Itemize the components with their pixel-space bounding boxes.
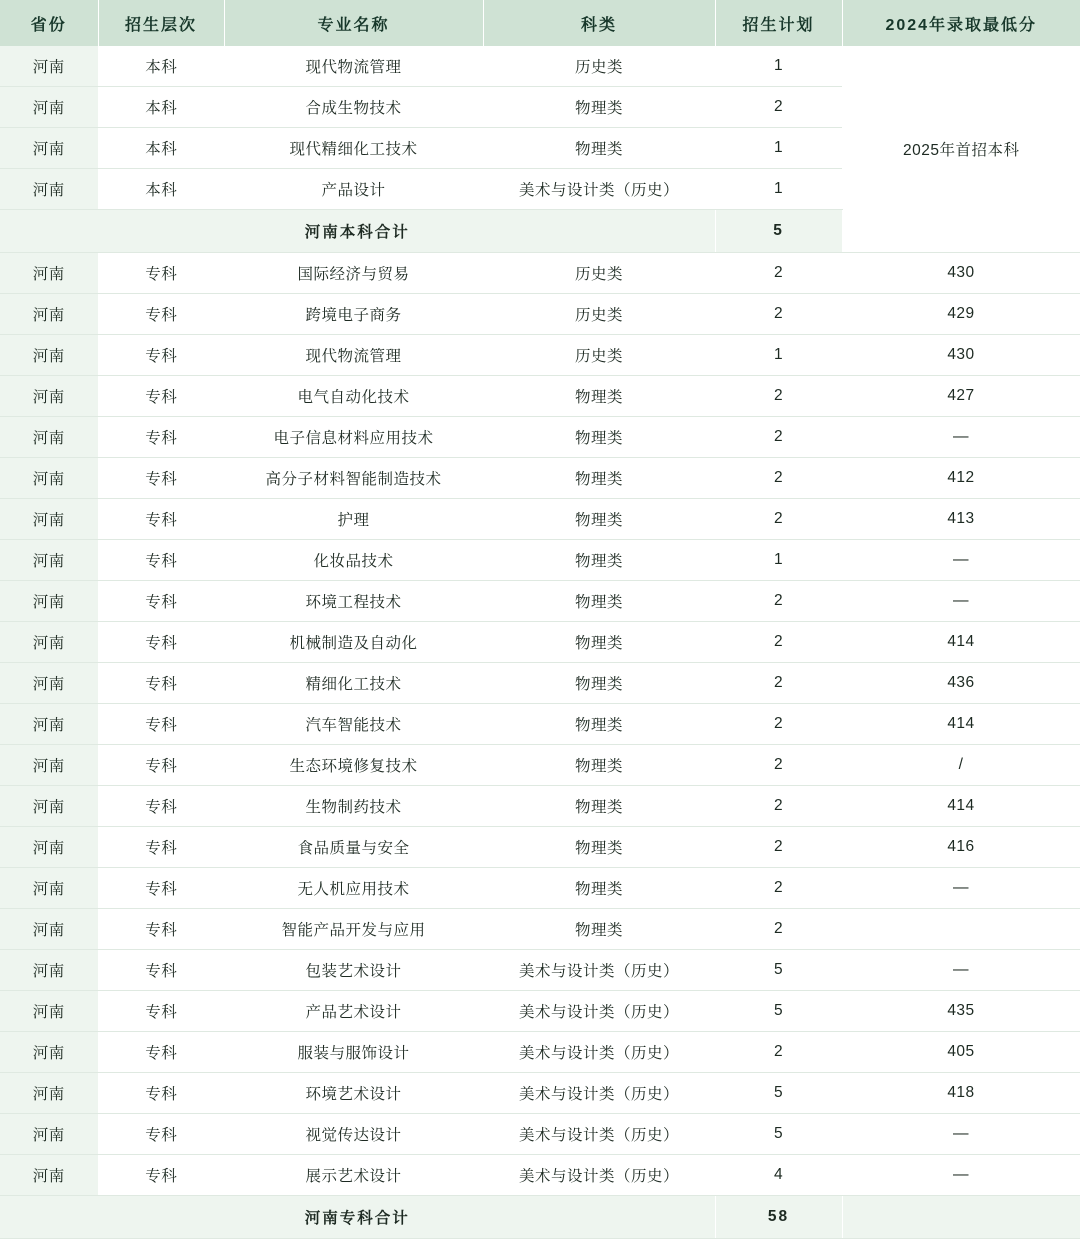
cell-category: 物理类 [483,376,715,417]
cell-level: 本科 [98,87,224,128]
cell-province: 河南 [0,950,98,991]
cell-major: 产品艺术设计 [224,991,483,1032]
cell-min-score: — [842,1155,1080,1196]
cell-plan: 2 [715,458,842,499]
cell-plan: 5 [715,1114,842,1155]
cell-level: 专科 [98,540,224,581]
cell-major: 合成生物技术 [224,87,483,128]
cell-min-score: 430 [842,335,1080,376]
cell-province: 河南 [0,827,98,868]
cell-major: 机械制造及自动化 [224,622,483,663]
cell-min-score [842,909,1080,950]
cell-min-score: / [842,745,1080,786]
cell-province: 河南 [0,87,98,128]
cell-min-score: 430 [842,253,1080,294]
cell-category: 美术与设计类（历史） [483,1032,715,1073]
cell-min-score: — [842,540,1080,581]
cell-major: 汽车智能技术 [224,704,483,745]
cell-level: 专科 [98,1073,224,1114]
cell-plan: 2 [715,294,842,335]
cell-level: 专科 [98,622,224,663]
table-row [0,46,1080,87]
cell-level: 专科 [98,376,224,417]
cell-plan: 2 [715,581,842,622]
cell-province: 河南 [0,294,98,335]
cell-major: 国际经济与贸易 [224,253,483,294]
cell-province: 河南 [0,991,98,1032]
cell-min-score: 418 [842,1073,1080,1114]
summary-row-zhuanke [0,1196,1080,1239]
cell-major: 现代物流管理 [224,46,483,87]
table-row [0,868,1080,909]
table-row [0,827,1080,868]
table-row [0,622,1080,663]
cell-level: 专科 [98,745,224,786]
cell-min-score: 414 [842,786,1080,827]
cell-merged-note: 2025年首招本科 [842,46,1080,253]
cell-category: 物理类 [483,663,715,704]
cell-plan: 1 [715,335,842,376]
table-header-row [0,0,1080,46]
table-row [0,253,1080,294]
cell-min-score: 435 [842,991,1080,1032]
cell-major: 展示艺术设计 [224,1155,483,1196]
cell-min-score: 429 [842,294,1080,335]
cell-province: 河南 [0,417,98,458]
table-row [0,909,1080,950]
table-row [0,1114,1080,1155]
cell-min-score: 416 [842,827,1080,868]
cell-major: 电子信息材料应用技术 [224,417,483,458]
cell-category: 美术与设计类（历史） [483,991,715,1032]
summary-plan: 58 [715,1196,842,1239]
table-row [0,663,1080,704]
table-row [0,950,1080,991]
cell-category: 物理类 [483,745,715,786]
cell-major: 现代精细化工技术 [224,128,483,169]
cell-category: 物理类 [483,540,715,581]
cell-major: 包装艺术设计 [224,950,483,991]
cell-min-score: — [842,417,1080,458]
cell-major: 现代物流管理 [224,335,483,376]
table-row [0,786,1080,827]
cell-level: 专科 [98,786,224,827]
cell-category: 物理类 [483,786,715,827]
cell-level: 专科 [98,950,224,991]
cell-province: 河南 [0,1032,98,1073]
cell-plan: 2 [715,827,842,868]
cell-level: 专科 [98,499,224,540]
cell-category: 物理类 [483,622,715,663]
cell-major: 电气自动化技术 [224,376,483,417]
cell-plan: 2 [715,868,842,909]
cell-category: 物理类 [483,581,715,622]
cell-plan: 5 [715,1073,842,1114]
table-row [0,458,1080,499]
cell-level: 专科 [98,294,224,335]
column-header-level: 招生层次 [98,0,224,46]
cell-min-score: — [842,581,1080,622]
cell-level: 专科 [98,458,224,499]
cell-province: 河南 [0,622,98,663]
cell-major: 智能产品开发与应用 [224,909,483,950]
cell-plan: 2 [715,417,842,458]
cell-min-score: 414 [842,622,1080,663]
cell-major: 精细化工技术 [224,663,483,704]
cell-major: 服装与服饰设计 [224,1032,483,1073]
cell-plan: 4 [715,1155,842,1196]
cell-level: 本科 [98,46,224,87]
cell-plan: 2 [715,499,842,540]
cell-major: 生态环境修复技术 [224,745,483,786]
cell-min-score: — [842,1114,1080,1155]
cell-plan: 1 [715,128,842,169]
cell-province: 河南 [0,499,98,540]
cell-province: 河南 [0,663,98,704]
cell-min-score: 413 [842,499,1080,540]
cell-province: 河南 [0,1114,98,1155]
cell-plan: 2 [715,1032,842,1073]
cell-major: 生物制药技术 [224,786,483,827]
cell-major: 环境工程技术 [224,581,483,622]
table-row [0,581,1080,622]
column-header-province: 省份 [0,0,98,46]
cell-category: 历史类 [483,294,715,335]
cell-level: 专科 [98,1155,224,1196]
cell-province: 河南 [0,335,98,376]
table-row [0,704,1080,745]
cell-plan: 2 [715,745,842,786]
cell-min-score: 414 [842,704,1080,745]
cell-category: 物理类 [483,868,715,909]
cell-level: 专科 [98,991,224,1032]
cell-level: 专科 [98,1114,224,1155]
cell-plan: 2 [715,704,842,745]
cell-level: 专科 [98,1032,224,1073]
cell-category: 物理类 [483,827,715,868]
cell-category: 美术与设计类（历史） [483,1114,715,1155]
cell-major: 跨境电子商务 [224,294,483,335]
cell-province: 河南 [0,868,98,909]
cell-level: 本科 [98,169,224,210]
cell-province: 河南 [0,909,98,950]
cell-province: 河南 [0,581,98,622]
column-header-category: 科类 [483,0,715,46]
cell-category: 物理类 [483,704,715,745]
column-header-plan: 招生计划 [715,0,842,46]
cell-plan: 1 [715,169,842,210]
cell-level: 专科 [98,417,224,458]
cell-min-score: — [842,868,1080,909]
table-row [0,499,1080,540]
cell-plan: 5 [715,991,842,1032]
cell-major: 产品设计 [224,169,483,210]
cell-level: 专科 [98,253,224,294]
table-row [0,376,1080,417]
cell-level: 专科 [98,909,224,950]
cell-min-score: 412 [842,458,1080,499]
cell-level: 专科 [98,335,224,376]
cell-major: 高分子材料智能制造技术 [224,458,483,499]
cell-major: 无人机应用技术 [224,868,483,909]
cell-level: 本科 [98,128,224,169]
table-row [0,417,1080,458]
cell-province: 河南 [0,376,98,417]
cell-province: 河南 [0,540,98,581]
cell-plan: 1 [715,46,842,87]
cell-plan: 5 [715,950,842,991]
cell-plan: 2 [715,663,842,704]
cell-major: 环境艺术设计 [224,1073,483,1114]
cell-min-score: — [842,950,1080,991]
table-row [0,1155,1080,1196]
column-header-major: 专业名称 [224,0,483,46]
cell-major: 化妆品技术 [224,540,483,581]
cell-min-score: 427 [842,376,1080,417]
cell-level: 专科 [98,868,224,909]
cell-plan: 2 [715,622,842,663]
cell-category: 历史类 [483,46,715,87]
cell-category: 物理类 [483,499,715,540]
cell-plan: 2 [715,786,842,827]
cell-province: 河南 [0,128,98,169]
cell-plan: 2 [715,909,842,950]
cell-category: 美术与设计类（历史） [483,950,715,991]
cell-category: 历史类 [483,335,715,376]
cell-province: 河南 [0,169,98,210]
cell-province: 河南 [0,253,98,294]
cell-major: 护理 [224,499,483,540]
table-row [0,540,1080,581]
cell-plan: 2 [715,376,842,417]
cell-plan: 2 [715,253,842,294]
cell-level: 专科 [98,581,224,622]
cell-province: 河南 [0,46,98,87]
table-row [0,1073,1080,1114]
table-row [0,294,1080,335]
cell-category: 物理类 [483,87,715,128]
summary-plan: 5 [715,210,842,253]
table-row [0,1032,1080,1073]
cell-major: 视觉传达设计 [224,1114,483,1155]
cell-level: 专科 [98,704,224,745]
table-body [0,46,1080,1239]
table-row [0,335,1080,376]
table-row [0,745,1080,786]
table-row [0,991,1080,1032]
cell-province: 河南 [0,1073,98,1114]
cell-category: 物理类 [483,909,715,950]
cell-level: 专科 [98,827,224,868]
cell-category: 美术与设计类（历史） [483,1155,715,1196]
cell-category: 历史类 [483,253,715,294]
cell-category: 物理类 [483,417,715,458]
cell-province: 河南 [0,1155,98,1196]
cell-plan: 2 [715,87,842,128]
cell-category: 物理类 [483,458,715,499]
cell-min-score: 405 [842,1032,1080,1073]
summary-score-empty [842,1196,1080,1239]
cell-major: 食品质量与安全 [224,827,483,868]
column-header-min-score: 2024年录取最低分 [842,0,1080,46]
cell-category: 物理类 [483,128,715,169]
summary-label: 河南本科合计 [0,210,715,253]
cell-province: 河南 [0,786,98,827]
summary-label: 河南专科合计 [0,1196,715,1239]
cell-category: 美术与设计类（历史） [483,1073,715,1114]
cell-province: 河南 [0,745,98,786]
cell-level: 专科 [98,663,224,704]
table-header [0,0,1080,46]
cell-min-score: 436 [842,663,1080,704]
cell-province: 河南 [0,704,98,745]
cell-plan: 1 [715,540,842,581]
cell-province: 河南 [0,458,98,499]
cell-category: 美术与设计类（历史） [483,169,715,210]
